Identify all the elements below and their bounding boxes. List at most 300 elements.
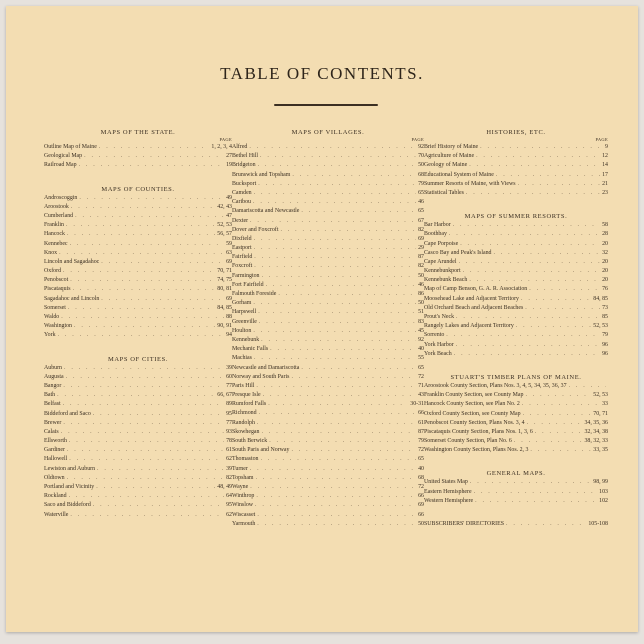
entry-name: Yarmouth [232,520,256,527]
entry-page: 95 [226,502,232,509]
toc-entry [232,345,424,354]
leader-dots [259,318,416,327]
toc-entry [232,520,424,529]
toc-entry [232,382,424,391]
toc-entry [232,281,424,290]
toc-entry [44,492,232,501]
toc-entry [232,171,424,180]
entry-name: Foxcroft [232,263,253,270]
leader-dots [61,428,224,437]
toc-entry [424,161,608,170]
leader-dots [71,203,215,212]
entry-page: 69 [226,295,232,302]
page-column-header: PAGE [219,137,232,142]
leader-dots [249,143,416,152]
toc-entry [232,235,424,244]
entry-name: Educational System of Maine [424,171,494,178]
entry-page: 68 [418,474,424,481]
entry-name: Dixfield [232,235,252,242]
toc-entry [232,152,424,161]
entry-page: 95 [226,410,232,417]
entry-name: Rockland [44,493,67,500]
entry-page: 20 [602,277,608,284]
entry-name: Cape Arundel [424,258,457,265]
leader-dots [256,474,417,483]
section-spacer [44,341,232,355]
leader-dots [262,272,417,281]
leader-dots [466,189,600,198]
toc-entry [232,290,424,299]
leader-dots [250,483,416,492]
toc-entry [424,249,608,258]
leader-dots [521,295,591,304]
leader-dots [456,341,600,350]
entry-name: Winslow [232,502,254,509]
toc-entry [232,483,424,492]
entry-page: 39 [226,364,232,371]
entry-page: 84, 85 [593,295,608,302]
entry-page: 34, 35, 36 [584,419,608,426]
entry-name: Bucksport [232,180,257,187]
entry-name: Rangely Lakes and Adjacent Territory [424,323,514,330]
toc-entry [424,143,608,152]
toc-entry [44,419,232,428]
leader-dots [93,410,224,419]
leader-dots [269,437,416,446]
leader-dots [61,313,224,322]
entry-page: 19 [226,162,232,169]
leader-dots [96,483,215,492]
entry-page: 62 [226,511,232,518]
toc-entry [424,221,608,230]
toc-entry [424,295,608,304]
toc-entry [424,520,608,529]
entry-page: 46 [418,199,424,206]
entry-name: Machias [232,355,252,362]
entry-name: Hallowell [44,456,68,463]
entry-name: Farmington [232,272,260,279]
entry-name: Gardiner [44,447,65,454]
entry-page: 89 [226,401,232,408]
entry-name: Biddeford and Saco [44,410,91,417]
entry-page: 50 [418,300,424,307]
toc-entry [424,478,608,487]
entry-page: 40 [418,465,424,472]
entry-page: 9 [605,144,608,150]
toc-entry [44,230,232,239]
toc-entry [232,437,424,446]
toc-entry [44,364,232,373]
leader-dots [79,194,224,203]
entry-name: Prout's Neck [424,314,455,320]
leader-dots [475,497,597,506]
entry-page: 69 [226,258,232,265]
toc-entry [232,492,424,501]
entry-name: Greenville [232,318,257,325]
toc-entry [44,143,232,152]
entry-name: Dexter [232,217,249,224]
toc-entry [424,446,608,455]
toc-entry [44,474,232,483]
entry-name: York [44,332,56,339]
entry-page: 96 [602,350,608,357]
leader-dots [63,382,224,391]
entry-page: 32 [602,249,608,256]
leader-dots [261,336,416,345]
toc-entry [232,318,424,327]
section-title: STUART'S TIMBER PLANS OF MAINE. [450,373,582,381]
entry-name: Kennebunk [232,336,260,343]
entry-name: Washington [44,323,72,330]
leader-dots [70,511,224,520]
entry-name: Turner [232,465,248,472]
leader-dots [84,152,224,161]
entry-page: 93 [226,428,232,435]
entry-name: Harpswell [232,309,257,316]
entry-page: 65 [418,189,424,196]
toc-entry [44,483,232,492]
entry-page: 48, 49 [217,484,232,490]
entry-page: 68 [418,171,424,178]
toc-entry [232,262,424,271]
toc-entry [44,285,232,294]
entry-name: Cumberland [44,212,74,219]
section-spacer [44,171,232,185]
section-title: MAPS OF COUNTIES. [101,185,175,193]
leader-dots [459,258,601,267]
entry-page: 64 [226,493,232,500]
leader-dots [525,304,600,313]
entry-page: 78 [226,438,232,445]
leader-dots [67,230,215,239]
entry-page: 72 [418,483,424,490]
toc-entry [44,249,232,258]
entry-name: Ellsworth [44,438,67,445]
toc-entry [424,267,608,276]
leader-dots [58,331,225,340]
entry-page: 70 [418,153,424,160]
toc-entry [44,212,232,221]
entry-page: 77 [226,382,232,389]
leader-dots [449,230,600,239]
entry-name: Topsham [232,474,254,481]
entry-name: Auburn [44,364,62,371]
toc-entry [44,322,232,331]
leader-dots [527,419,583,428]
entry-name: Kennebec [44,240,68,247]
entry-page: 98, 99 [593,479,608,486]
toc-entry [232,354,424,363]
leader-dots [469,276,600,285]
leader-dots [453,221,600,230]
toc-entry [44,428,232,437]
entry-name: Oxford County Section, see County Map [424,410,521,417]
entry-name: United States Map [424,479,468,486]
entry-page: 42, 43 [217,203,232,210]
entry-name: Saco and Biddeford [44,502,91,509]
leader-dots [59,249,224,258]
toc-entry [44,161,232,170]
leader-dots [66,221,215,230]
toc-entry [232,189,424,198]
entry-name: Paris Hill [232,382,255,389]
toc-entry [424,304,608,313]
toc-entry [232,511,424,520]
entry-name: Oldtown [44,474,65,481]
section-spacer [424,455,608,469]
entry-page: 46 [418,281,424,288]
toc-entry [424,258,608,267]
leader-dots [291,446,416,455]
toc-entry [44,331,232,340]
entry-page: 12 [602,153,608,160]
entry-name: South Berwick [232,438,268,444]
toc-entry [44,221,232,230]
leader-dots [66,373,224,382]
toc-entry [424,240,608,249]
toc-entry [232,143,424,152]
toc-entry [424,331,608,340]
leader-dots [93,501,224,510]
leader-dots [454,350,600,359]
entry-page: 30-31 [410,401,424,408]
entry-name: Rumford Falls [232,401,267,408]
toc-entry [44,382,232,391]
entry-page: 40 [418,346,424,353]
leader-dots [256,492,416,501]
leader-dots [474,488,598,497]
entry-page: 27 [226,153,232,160]
document-page [6,6,638,632]
leader-dots [70,276,215,285]
entry-page: 58 [602,222,608,229]
entry-page: 45 [418,327,424,334]
entry-page: 61 [418,419,424,426]
entry-page: 20 [602,268,608,275]
leader-dots [263,391,416,400]
entry-name: Old Orchard Beach and Adjacent Beaches [424,304,524,311]
entry-name: Damariscotta and Newcastle [232,208,300,215]
toc-entry [232,161,424,170]
entry-name: Falmouth Foreside [232,291,277,297]
leader-dots [255,501,416,510]
entry-name: Norway and South Paris [232,373,290,380]
leader-dots [456,313,600,322]
toc-entry [232,336,424,345]
leader-dots [57,391,215,400]
leader-dots [446,331,600,340]
leader-dots [250,465,416,474]
toc-entry [424,341,608,350]
entry-page: 87 [418,428,424,435]
entry-page: 38, 32, 33 [584,438,608,445]
entry-page: 14 [602,162,608,169]
entry-name: Newcastle and Damariscotta [232,364,300,371]
toc-entry [44,267,232,276]
entry-name: Sagadahoc and Lincoln [44,295,100,302]
leader-dots [292,171,416,180]
entry-page: 20 [602,258,608,265]
entry-name: Summer Resorts of Maine, with Views [424,180,516,187]
section-spacer [424,506,608,520]
entry-page: 79 [602,332,608,339]
entry-name: Kennebunkport [424,268,461,275]
entry-name: Wiscasset [232,511,256,518]
entry-page: 65 [418,364,424,371]
entry-page: 29 [418,245,424,252]
toc-entry [232,272,424,281]
leader-dots [101,295,224,304]
entry-name: Moosehead Lake and Adjacent Territory [424,295,520,302]
entry-page: 94 [226,332,232,339]
entry-page: 59 [226,240,232,247]
entry-name: York Beach [424,350,452,357]
leader-dots [70,240,225,249]
entry-page: 1, 2, 3, 4 [211,144,232,150]
leader-dots [514,437,583,446]
toc-entry [424,350,608,359]
entry-page: 32, 34, 38 [584,428,608,435]
toc-entry [424,391,608,400]
toc-entry [424,180,608,189]
entry-page: 69 [418,502,424,509]
entry-page: 92 [418,336,424,343]
entry-name: Bar Harbor [424,222,451,229]
entry-page: 62 [226,456,232,463]
leader-dots [63,267,215,276]
toc-entry [44,194,232,203]
entry-name: Washington County Section, Plans Nos. 2, 3 [424,447,529,454]
toc-entry [44,152,232,161]
entry-page: 52, 53 [593,323,608,330]
entry-page: 33, 35 [593,447,608,454]
toc-entry [232,226,424,235]
entry-page: 79 [418,438,424,444]
toc-entry [424,285,608,294]
toc-entry [232,400,424,409]
entry-name: Waterville [44,511,69,518]
entry-page: 72 [418,447,424,454]
entry-name: Eastport [232,245,252,252]
entry-page: 82 [418,226,424,233]
leader-dots [470,478,591,487]
entry-name: Lincoln and Sagadahoc [44,258,100,265]
entry-page: 90, 91 [217,323,232,330]
toc-entry [232,409,424,418]
leader-dots [64,364,224,373]
entry-page: 50 [418,520,424,527]
entry-page: 84, 85 [217,304,232,311]
entry-page: 96 [602,341,608,348]
entry-page: 17 [602,171,608,178]
entry-name: Cape Porpoise [424,240,459,247]
entry-name: Brief History of Maine [424,144,479,150]
entry-name: Fort Fairfield [232,281,264,288]
leader-dots [99,143,210,152]
entry-page: 66 [418,493,424,500]
leader-dots [476,152,600,161]
entry-name: Sorrento [424,332,445,339]
entry-page: 65 [418,208,424,215]
entry-name: Winthrop [232,493,255,500]
leader-dots [250,217,416,226]
entry-name: Camden [232,189,252,196]
entry-name: Thomaston [232,456,259,463]
entry-name: Augusta [44,373,64,380]
toc-entry [44,276,232,285]
toc-entry [44,400,232,409]
leader-dots [254,253,416,262]
entry-page: 47 [226,212,232,219]
leader-dots [262,428,417,437]
entry-page: 92 [418,144,424,150]
entry-name: Somerset County Section, Plan No. 6 [424,438,512,445]
toc-entry [232,364,424,373]
toc-entry [44,410,232,419]
entry-page: 77 [226,419,232,426]
leader-dots [480,143,603,152]
entry-page: 82 [418,263,424,270]
leader-dots [261,455,417,464]
entry-page: 50 [418,162,424,169]
entry-name: Knox [44,249,58,256]
section-spacer [424,359,608,373]
leader-dots [254,262,416,271]
column-left [44,128,232,520]
leader-dots [259,409,417,418]
leader-dots [535,428,583,437]
title-rule [274,104,378,106]
entry-name: Bethel Hill [232,153,259,160]
entry-name: York Harbor [424,341,454,348]
entry-name: Hancock County Section, see Plan No. 2 [424,401,520,408]
toc-entry [232,253,424,262]
toc-section [44,171,232,341]
entry-name: Map of Camp Benson, G. A. R. Association [424,286,528,293]
leader-dots [253,198,416,207]
entry-page: 67 [418,217,424,224]
toc-entry [44,240,232,249]
toc-section [424,455,608,506]
toc-section [44,128,232,171]
entry-name: Fairfield [232,254,253,261]
toc-entry [232,419,424,428]
toc-entry [232,207,424,216]
page-column-header: PAGE [595,137,608,142]
toc-entry [232,391,424,400]
entry-name: Androscoggin [44,194,78,201]
entry-page: 70, 71 [593,410,608,417]
toc-entry [232,428,424,437]
leader-dots [74,322,215,331]
entry-name: Caribou [232,199,251,206]
leader-dots [256,382,416,391]
entry-name: Kennebunk Beach [424,277,468,284]
toc-entry [424,152,608,161]
leader-dots [523,410,592,419]
leader-dots [63,419,224,428]
entry-page: 71 [418,382,424,389]
toc-entry [424,189,608,198]
entry-page: 86 [418,291,424,297]
entry-name: Hancock [44,231,65,238]
section-title: MAPS OF SUMMER RESORTS. [464,213,568,221]
entry-name: Richmond [232,410,257,417]
entry-name: Franklin [44,222,64,229]
leader-dots [69,492,225,501]
entry-name: Houlton [232,327,252,334]
entry-page: 33 [602,401,608,408]
